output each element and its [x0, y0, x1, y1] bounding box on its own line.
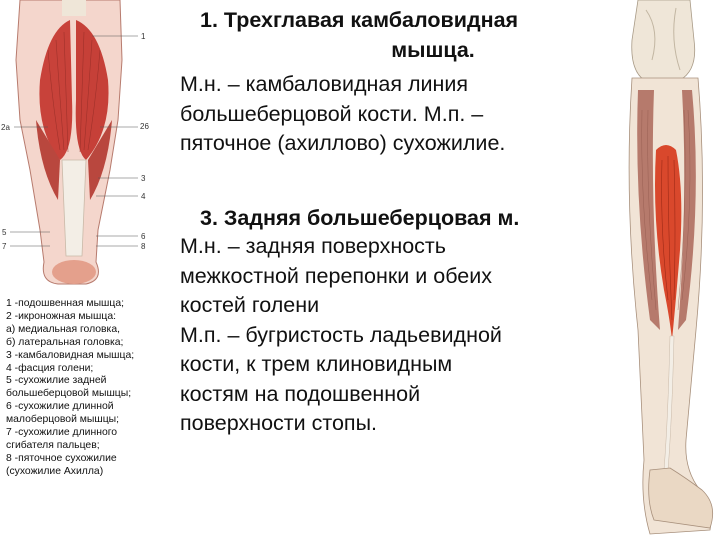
legend-line: сгибателя пальцев;: [6, 439, 100, 451]
section1-title-line2: мышца.: [391, 37, 475, 62]
section2-body-line: М.п. – бугристость ладьевидной: [180, 322, 502, 347]
section1-heading: [180, 6, 620, 65]
section2-body-line: поверхности стопы.: [180, 411, 377, 435]
callout-label: 26: [140, 122, 149, 131]
section2-body-line: кости, к трем клиновидным: [180, 352, 453, 376]
section2-body-line: М.н. – задняя поверхность: [180, 234, 446, 258]
leg-anatomy-illustration: [610, 0, 720, 540]
section2-body-line: межкостной перепонки и обеих: [180, 263, 493, 288]
legend-line: 3 -камбаловидная мышца;: [6, 349, 135, 361]
legend-line: а) медиальная головка,: [6, 323, 121, 335]
callout-label: 2a: [1, 123, 10, 132]
knee-bone: [632, 0, 695, 80]
legend-line: б) латеральная головка;: [6, 336, 124, 348]
legend-line: 6 -сухожилие длинной: [6, 401, 114, 413]
heel: [52, 260, 96, 284]
callout-label: 7: [2, 242, 7, 251]
callout-label: 4: [141, 192, 146, 201]
callout-label: 1: [141, 32, 146, 41]
section2-body: [180, 232, 615, 439]
section2-body-line: костей голени: [180, 293, 320, 317]
section1-body-line: большеберцовой кости. М.п. –: [180, 101, 484, 126]
legend-line: (сухожилие Ахилла): [6, 465, 104, 477]
section1-body-line: пяточное (ахиллово) сухожилие.: [180, 131, 506, 155]
legend-line: 7 -сухожилие длинного: [6, 427, 118, 439]
figure-legend: [6, 298, 181, 479]
section2-heading: 3. Задняя большеберцовая м.: [200, 206, 520, 230]
callout-label: 8: [141, 242, 146, 251]
legend-line: 8 -пяточное сухожилие: [6, 452, 117, 464]
legend-line: 4 -фасция голени;: [6, 362, 94, 374]
callout-label: 5: [2, 228, 7, 237]
legend-line: большеберцовой мышцы;: [6, 388, 132, 400]
legend-line: малоберцовой мышцы;: [6, 414, 120, 426]
foot: [649, 468, 713, 528]
section1-title-line1: 1. Трехглавая камбаловидная: [200, 8, 519, 32]
calf-muscles-illustration: [0, 0, 160, 290]
legend-line: 1 -подошвенная мышца;: [6, 298, 124, 309]
legend-line: 2 -икроножная мышца:: [6, 310, 116, 322]
legend-line: 5 -сухожилие задней: [6, 375, 107, 387]
section2-body-line: костям на подошвенной: [180, 381, 421, 406]
callout-label: 3: [141, 174, 146, 183]
callout-label: 6: [141, 232, 146, 241]
section1-body-line: М.н. – камбаловидная линия: [180, 72, 469, 96]
achilles-tendon: [62, 160, 86, 256]
section1-body: [180, 70, 615, 159]
